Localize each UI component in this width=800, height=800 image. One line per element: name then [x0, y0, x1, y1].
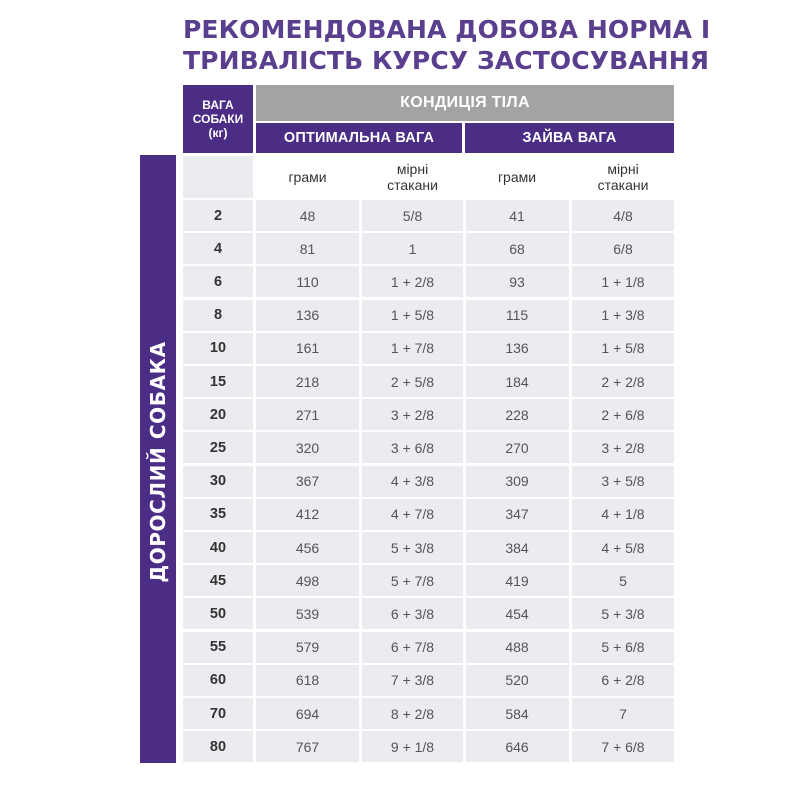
optimal-cups-cell: 4 + 7/8: [390, 506, 435, 523]
column-divider: [253, 399, 256, 430]
optimal-grams-cell: 81: [299, 240, 316, 257]
column-divider: [359, 432, 362, 463]
column-divider: [463, 432, 466, 463]
table-row: [183, 565, 674, 596]
weight-kg-cell: 10: [209, 340, 227, 357]
column-divider: [253, 366, 256, 397]
table-row: [183, 333, 674, 364]
optimal-weight-header: ОПТИМАЛЬНА ВАГА: [256, 123, 462, 153]
overweight-cups-cell: 6 + 2/8: [601, 672, 645, 689]
weight-kg-cell: 55: [209, 639, 227, 656]
column-divider: [359, 632, 362, 663]
optimal-cups-cell: 3 + 6/8: [390, 439, 435, 456]
weight-kg-cell: 35: [209, 506, 227, 523]
weight-kg-cell: 8: [213, 307, 223, 324]
optimal-cups-cell: 3 + 2/8: [390, 406, 435, 423]
column-divider: [569, 366, 572, 397]
page-title: [183, 14, 711, 76]
cups-label-line-1: мірні: [396, 161, 429, 177]
weight-header-line-3: (кг): [208, 126, 228, 140]
column-divider: [253, 333, 256, 364]
optimal-cups-cell: 5/8: [402, 207, 423, 224]
optimal-grams-cell: 136: [295, 307, 320, 324]
column-divider: [359, 300, 362, 331]
weight-header-line-1: ВАГА: [202, 98, 234, 112]
table-row: [183, 432, 674, 463]
overweight-grams-cell: 419: [505, 572, 529, 589]
title-line-1: РЕКОМЕНДОВАНА ДОБОВА НОРМА І: [183, 15, 711, 44]
table-row: [183, 665, 674, 696]
overweight-cups-cell: 2 + 2/8: [601, 373, 645, 390]
column-divider: [463, 532, 466, 563]
column-divider: [253, 532, 256, 563]
optimal-grams-cell: 48: [299, 207, 316, 224]
overweight-grams-cell: 68: [509, 240, 525, 257]
optimal-cups-cell: 7 + 3/8: [390, 672, 435, 689]
column-divider: [253, 300, 256, 331]
optimal-cups-cell: 1: [408, 240, 417, 257]
column-divider: [569, 333, 572, 364]
column-divider: [569, 300, 572, 331]
column-divider: [253, 598, 256, 629]
column-divider: [253, 466, 256, 497]
optimal-grams-cell: 320: [295, 439, 320, 456]
column-divider: [569, 266, 572, 297]
column-divider: [569, 632, 572, 663]
overweight-cups-cell: 3 + 2/8: [601, 439, 645, 456]
column-divider: [463, 731, 466, 762]
weight-column-header: [183, 85, 253, 153]
sub-header-grams-overweight: грами: [497, 169, 537, 185]
weight-kg-cell: 50: [209, 605, 227, 622]
overweight-cups-cell: 2 + 6/8: [601, 406, 645, 423]
weight-kg-cell: 2: [213, 207, 223, 224]
table-row: [183, 366, 674, 397]
column-divider: [463, 698, 466, 729]
overweight-grams-cell: 454: [505, 605, 529, 622]
side-label-adult-dog: ДОРОСЛИЙ СОБАКА: [146, 341, 170, 583]
weight-kg-cell: 4: [213, 240, 223, 257]
column-divider: [569, 466, 572, 497]
optimal-cups-cell: 1 + 2/8: [390, 273, 435, 290]
column-divider: [359, 532, 362, 563]
overweight-grams-cell: 136: [505, 340, 529, 357]
column-divider: [569, 731, 572, 762]
column-divider: [569, 565, 572, 596]
cups-label-line-2: стакани: [387, 177, 438, 193]
weight-header-line-2: СОБАКИ: [192, 112, 244, 126]
column-divider: [463, 233, 466, 264]
optimal-grams-cell: 218: [295, 373, 320, 390]
sub-header-weight-cell: [183, 156, 253, 198]
table-row: [183, 698, 674, 729]
optimal-cups-cell: 5 + 7/8: [390, 572, 435, 589]
table-row: [183, 399, 674, 430]
weight-kg-cell: 6: [213, 273, 223, 290]
overweight-grams-cell: 184: [505, 373, 529, 390]
optimal-grams-cell: 539: [295, 605, 320, 622]
table-row: [183, 200, 674, 231]
optimal-cups-cell: 4 + 3/8: [390, 473, 435, 490]
overweight-grams-cell: 488: [505, 639, 529, 656]
column-divider: [359, 399, 362, 430]
overweight-grams-cell: 93: [509, 273, 525, 290]
column-divider: [569, 399, 572, 430]
column-divider: [253, 698, 256, 729]
weight-kg-cell: 70: [209, 705, 227, 722]
column-divider: [253, 632, 256, 663]
weight-kg-cell: 20: [209, 406, 227, 423]
column-divider: [569, 665, 572, 696]
optimal-grams-cell: 412: [295, 506, 320, 523]
column-divider: [463, 399, 466, 430]
overweight-cups-cell: 7 + 6/8: [601, 738, 645, 755]
column-divider: [253, 200, 256, 231]
overweight-header: ЗАЙВА ВАГА: [465, 123, 674, 153]
overweight-grams-cell: 228: [505, 406, 529, 423]
column-divider: [463, 366, 466, 397]
column-divider: [463, 333, 466, 364]
column-divider: [463, 466, 466, 497]
overweight-grams-cell: 584: [505, 705, 529, 722]
optimal-cups-cell: 6 + 7/8: [390, 639, 435, 656]
overweight-cups-cell: 6/8: [613, 240, 633, 257]
column-divider: [463, 598, 466, 629]
column-divider: [359, 366, 362, 397]
overweight-cups-cell: 3 + 5/8: [601, 473, 645, 490]
weight-kg-cell: 60: [209, 672, 227, 689]
optimal-grams-cell: 498: [295, 572, 320, 589]
table-row: [183, 532, 674, 563]
overweight-cups-cell: 7: [619, 705, 627, 722]
weight-kg-cell: 45: [209, 572, 227, 589]
overweight-grams-cell: 270: [505, 439, 529, 456]
overweight-grams-cell: 309: [505, 473, 529, 490]
overweight-cups-cell: 1 + 1/8: [601, 273, 645, 290]
optimal-cups-cell: 6 + 3/8: [390, 605, 435, 622]
optimal-cups-cell: 5 + 3/8: [390, 539, 435, 556]
overweight-cups-cell: 1 + 5/8: [601, 340, 645, 357]
overweight-cups-cell: 5 + 3/8: [601, 605, 645, 622]
optimal-grams-cell: 161: [295, 340, 320, 357]
overweight-grams-cell: 41: [509, 207, 525, 224]
overweight-cups-cell: 5 + 6/8: [601, 639, 645, 656]
weight-kg-cell: 80: [209, 738, 227, 755]
sub-header-grams-optimal: грами: [288, 169, 327, 185]
optimal-cups-cell: 1 + 7/8: [390, 340, 435, 357]
column-divider: [359, 665, 362, 696]
column-divider: [359, 200, 362, 231]
optimal-cups-cell: 1 + 5/8: [390, 307, 435, 324]
column-divider: [569, 233, 572, 264]
overweight-grams-cell: 115: [505, 307, 529, 324]
overweight-cups-cell: 5: [619, 572, 627, 589]
optimal-cups-cell: 8 + 2/8: [390, 705, 435, 722]
sub-header-row: [183, 156, 674, 198]
table-row: [183, 731, 674, 762]
column-divider: [463, 665, 466, 696]
table-row: [183, 632, 674, 663]
table-row: [183, 266, 674, 297]
column-divider: [569, 432, 572, 463]
sub-header-cups-overweight: [572, 156, 674, 198]
weight-kg-cell: 25: [209, 439, 227, 456]
table-row: [183, 598, 674, 629]
optimal-cups-cell: 2 + 5/8: [390, 373, 435, 390]
column-divider: [359, 333, 362, 364]
overweight-cups-cell: 4/8: [613, 207, 633, 224]
optimal-grams-cell: 456: [295, 539, 320, 556]
weight-kg-cell: 40: [209, 539, 227, 556]
column-divider: [253, 266, 256, 297]
column-divider: [359, 698, 362, 729]
weight-kg-cell: 15: [209, 373, 227, 390]
table-row: [183, 499, 674, 530]
column-divider: [359, 598, 362, 629]
overweight-cups-cell: 4 + 1/8: [601, 506, 645, 523]
column-divider: [569, 499, 572, 530]
column-divider: [253, 233, 256, 264]
column-divider: [253, 731, 256, 762]
column-divider: [569, 200, 572, 231]
overweight-grams-cell: 384: [505, 539, 529, 556]
optimal-grams-cell: 367: [295, 473, 320, 490]
column-divider: [359, 233, 362, 264]
column-divider: [359, 266, 362, 297]
overweight-grams-cell: 520: [505, 672, 529, 689]
optimal-grams-cell: 110: [296, 273, 319, 290]
optimal-grams-cell: 694: [295, 705, 320, 722]
column-divider: [463, 499, 466, 530]
column-divider: [253, 432, 256, 463]
column-divider: [359, 731, 362, 762]
column-divider: [463, 300, 466, 331]
sub-header-cups-optimal: [362, 156, 463, 198]
column-divider: [359, 565, 362, 596]
column-divider: [253, 499, 256, 530]
title-line-2: ТРИВАЛІСТЬ КУРСУ ЗАСТОСУВАННЯ: [183, 46, 710, 75]
column-divider: [463, 565, 466, 596]
column-divider: [569, 698, 572, 729]
optimal-grams-cell: 271: [295, 406, 320, 423]
column-divider: [569, 532, 572, 563]
table-row: [183, 466, 674, 497]
weight-kg-cell: 30: [209, 473, 227, 490]
optimal-cups-cell: 9 + 1/8: [390, 738, 435, 755]
overweight-cups-cell: 1 + 3/8: [601, 307, 645, 324]
overweight-grams-cell: 347: [505, 506, 529, 523]
body-condition-header: КОНДИЦІЯ ТІЛА: [256, 85, 674, 121]
overweight-grams-cell: 646: [505, 738, 529, 755]
optimal-grams-cell: 579: [295, 639, 320, 656]
column-divider: [569, 598, 572, 629]
optimal-grams-cell: 618: [295, 672, 320, 689]
column-divider: [463, 266, 466, 297]
column-divider: [359, 466, 362, 497]
table-row: [183, 300, 674, 331]
column-divider: [253, 665, 256, 696]
column-divider: [253, 565, 256, 596]
column-divider: [463, 200, 466, 231]
column-divider: [463, 632, 466, 663]
column-divider: [359, 499, 362, 530]
overweight-cups-cell: 4 + 5/8: [601, 539, 645, 556]
cups-label-line-2: стакани: [597, 177, 649, 193]
optimal-grams-cell: 767: [295, 738, 320, 755]
table-row: [183, 233, 674, 264]
cups-label-line-1: мірні: [607, 161, 639, 177]
